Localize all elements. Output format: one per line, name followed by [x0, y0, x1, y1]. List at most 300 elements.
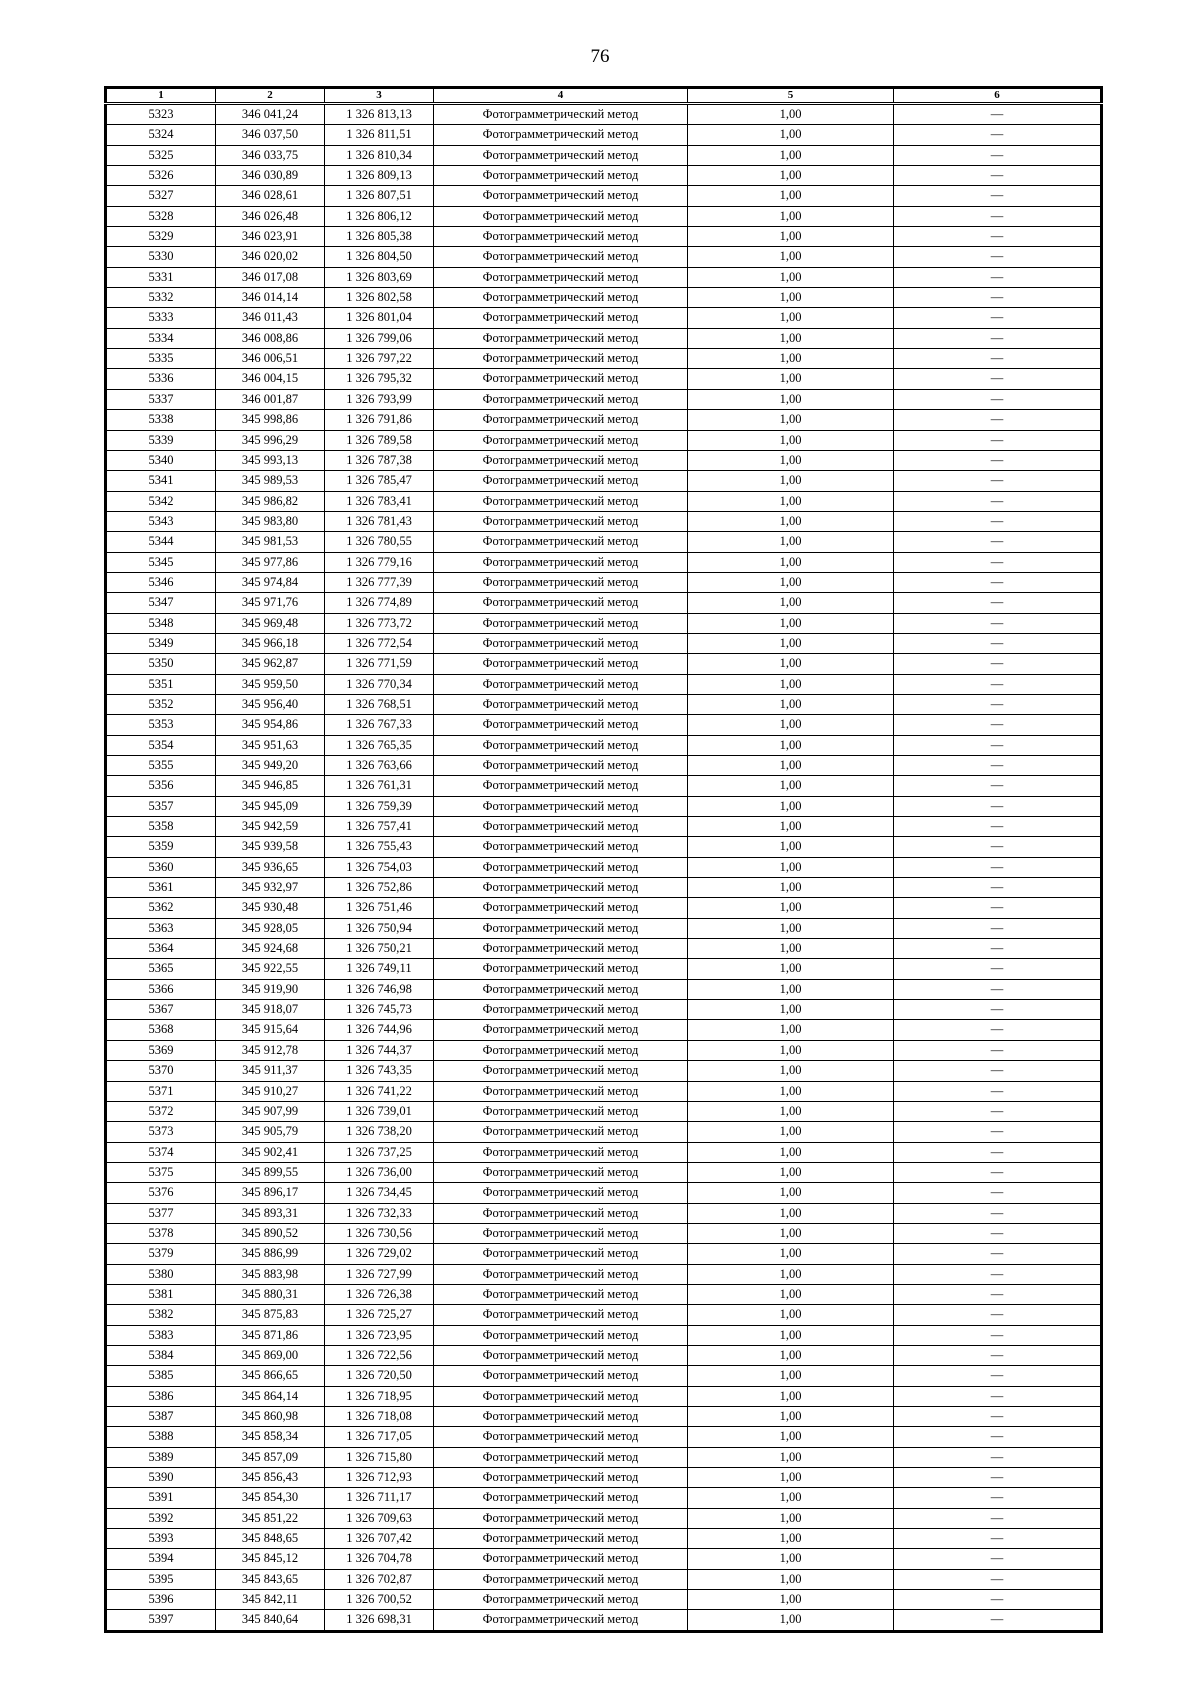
point-number-cell: 5372: [106, 1101, 216, 1121]
method-cell: Фотограмметрический метод: [434, 674, 688, 694]
x-coordinate-cell: 345 866,65: [216, 1366, 325, 1386]
y-coordinate-cell: 1 326 744,96: [325, 1020, 434, 1040]
table-row: [106, 1488, 1102, 1508]
x-coordinate-cell: 345 922,55: [216, 959, 325, 979]
accuracy-cell: 1,00: [688, 491, 894, 511]
table-row: [106, 776, 1102, 796]
point-number-cell: 5325: [106, 145, 216, 165]
point-number-cell: 5345: [106, 552, 216, 572]
note-cell: —: [894, 1284, 1102, 1304]
x-coordinate-cell: 345 915,64: [216, 1020, 325, 1040]
note-cell: —: [894, 1325, 1102, 1345]
y-coordinate-cell: 1 326 809,13: [325, 166, 434, 186]
method-cell: Фотограмметрический метод: [434, 227, 688, 247]
x-coordinate-cell: 345 936,65: [216, 857, 325, 877]
method-cell: Фотограмметрический метод: [434, 1468, 688, 1488]
y-coordinate-cell: 1 326 771,59: [325, 654, 434, 674]
table-row: [106, 267, 1102, 287]
method-cell: Фотограмметрический метод: [434, 837, 688, 857]
accuracy-cell: 1,00: [688, 1183, 894, 1203]
point-number-cell: 5328: [106, 206, 216, 226]
x-coordinate-cell: 345 883,98: [216, 1264, 325, 1284]
table-row: [106, 511, 1102, 531]
point-number-cell: 5349: [106, 633, 216, 653]
point-number-cell: 5361: [106, 878, 216, 898]
method-cell: Фотограмметрический метод: [434, 1345, 688, 1365]
y-coordinate-cell: 1 326 777,39: [325, 572, 434, 592]
method-cell: Фотограмметрический метод: [434, 1529, 688, 1549]
y-coordinate-cell: 1 326 707,42: [325, 1529, 434, 1549]
point-number-cell: 5397: [106, 1610, 216, 1631]
x-coordinate-cell: 345 902,41: [216, 1142, 325, 1162]
accuracy-cell: 1,00: [688, 410, 894, 430]
table-row: [106, 898, 1102, 918]
y-coordinate-cell: 1 326 759,39: [325, 796, 434, 816]
method-cell: Фотограмметрический метод: [434, 654, 688, 674]
point-number-cell: 5384: [106, 1345, 216, 1365]
point-number-cell: 5336: [106, 369, 216, 389]
x-coordinate-cell: 345 871,86: [216, 1325, 325, 1345]
point-number-cell: 5329: [106, 227, 216, 247]
y-coordinate-cell: 1 326 785,47: [325, 471, 434, 491]
method-cell: Фотограмметрический метод: [434, 471, 688, 491]
x-coordinate-cell: 345 989,53: [216, 471, 325, 491]
x-coordinate-cell: 345 860,98: [216, 1407, 325, 1427]
x-coordinate-cell: 346 006,51: [216, 349, 325, 369]
note-cell: —: [894, 1162, 1102, 1182]
accuracy-cell: 1,00: [688, 1468, 894, 1488]
y-coordinate-cell: 1 326 781,43: [325, 511, 434, 531]
y-coordinate-cell: 1 326 732,33: [325, 1203, 434, 1223]
method-cell: Фотограмметрический метод: [434, 389, 688, 409]
table-row: [106, 206, 1102, 226]
accuracy-cell: 1,00: [688, 1529, 894, 1549]
column-header: 3: [325, 88, 434, 104]
y-coordinate-cell: 1 326 797,22: [325, 349, 434, 369]
method-cell: Фотограмметрический метод: [434, 186, 688, 206]
method-cell: Фотограмметрический метод: [434, 1101, 688, 1121]
x-coordinate-cell: 345 851,22: [216, 1508, 325, 1528]
column-header: 1: [106, 88, 216, 104]
method-cell: Фотограмметрический метод: [434, 1325, 688, 1345]
point-number-cell: 5370: [106, 1061, 216, 1081]
x-coordinate-cell: 346 041,24: [216, 104, 325, 125]
point-number-cell: 5348: [106, 613, 216, 633]
x-coordinate-cell: 345 907,99: [216, 1101, 325, 1121]
accuracy-cell: 1,00: [688, 1366, 894, 1386]
y-coordinate-cell: 1 326 793,99: [325, 389, 434, 409]
x-coordinate-cell: 345 840,64: [216, 1610, 325, 1631]
y-coordinate-cell: 1 326 702,87: [325, 1569, 434, 1589]
table-row: [106, 1244, 1102, 1264]
point-number-cell: 5326: [106, 166, 216, 186]
method-cell: Фотограмметрический метод: [434, 1447, 688, 1467]
note-cell: —: [894, 694, 1102, 714]
y-coordinate-cell: 1 326 700,52: [325, 1590, 434, 1610]
y-coordinate-cell: 1 326 813,13: [325, 104, 434, 125]
point-number-cell: 5395: [106, 1569, 216, 1589]
note-cell: —: [894, 1101, 1102, 1121]
point-number-cell: 5394: [106, 1549, 216, 1569]
method-cell: Фотограмметрический метод: [434, 756, 688, 776]
y-coordinate-cell: 1 326 729,02: [325, 1244, 434, 1264]
x-coordinate-cell: 346 037,50: [216, 125, 325, 145]
note-cell: —: [894, 227, 1102, 247]
x-coordinate-cell: 346 030,89: [216, 166, 325, 186]
note-cell: —: [894, 1529, 1102, 1549]
x-coordinate-cell: 346 023,91: [216, 227, 325, 247]
method-cell: Фотограмметрический метод: [434, 450, 688, 470]
point-number-cell: 5350: [106, 654, 216, 674]
point-number-cell: 5330: [106, 247, 216, 267]
point-number-cell: 5387: [106, 1407, 216, 1427]
note-cell: —: [894, 410, 1102, 430]
accuracy-cell: 1,00: [688, 837, 894, 857]
y-coordinate-cell: 1 326 803,69: [325, 267, 434, 287]
point-number-cell: 5339: [106, 430, 216, 450]
table-row: [106, 1549, 1102, 1569]
accuracy-cell: 1,00: [688, 1122, 894, 1142]
y-coordinate-cell: 1 326 704,78: [325, 1549, 434, 1569]
method-cell: Фотограмметрический метод: [434, 796, 688, 816]
method-cell: Фотограмметрический метод: [434, 572, 688, 592]
note-cell: —: [894, 308, 1102, 328]
note-cell: —: [894, 511, 1102, 531]
table-row: [106, 1325, 1102, 1345]
table-row: [106, 552, 1102, 572]
y-coordinate-cell: 1 326 767,33: [325, 715, 434, 735]
x-coordinate-cell: 345 858,34: [216, 1427, 325, 1447]
y-coordinate-cell: 1 326 765,35: [325, 735, 434, 755]
accuracy-cell: 1,00: [688, 1101, 894, 1121]
y-coordinate-cell: 1 326 780,55: [325, 532, 434, 552]
note-cell: —: [894, 735, 1102, 755]
point-number-cell: 5393: [106, 1529, 216, 1549]
y-coordinate-cell: 1 326 770,34: [325, 674, 434, 694]
accuracy-cell: 1,00: [688, 1345, 894, 1365]
x-coordinate-cell: 345 977,86: [216, 552, 325, 572]
table-row: [106, 1345, 1102, 1365]
point-number-cell: 5323: [106, 104, 216, 125]
method-cell: Фотограмметрический метод: [434, 1162, 688, 1182]
method-cell: Фотограмметрический метод: [434, 1305, 688, 1325]
table-row: [106, 328, 1102, 348]
note-cell: —: [894, 186, 1102, 206]
note-cell: —: [894, 1223, 1102, 1243]
y-coordinate-cell: 1 326 722,56: [325, 1345, 434, 1365]
accuracy-cell: 1,00: [688, 1386, 894, 1406]
y-coordinate-cell: 1 326 802,58: [325, 288, 434, 308]
note-cell: —: [894, 104, 1102, 125]
table-row: [106, 1162, 1102, 1182]
y-coordinate-cell: 1 326 779,16: [325, 552, 434, 572]
point-number-cell: 5352: [106, 694, 216, 714]
accuracy-cell: 1,00: [688, 532, 894, 552]
y-coordinate-cell: 1 326 744,37: [325, 1040, 434, 1060]
x-coordinate-cell: 345 966,18: [216, 633, 325, 653]
table-row: [106, 389, 1102, 409]
accuracy-cell: 1,00: [688, 145, 894, 165]
x-coordinate-cell: 345 848,65: [216, 1529, 325, 1549]
column-header: 4: [434, 88, 688, 104]
table-row: [106, 1101, 1102, 1121]
note-cell: —: [894, 898, 1102, 918]
y-coordinate-cell: 1 326 787,38: [325, 450, 434, 470]
method-cell: Фотограмметрический метод: [434, 735, 688, 755]
method-cell: Фотограмметрический метод: [434, 125, 688, 145]
method-cell: Фотограмметрический метод: [434, 939, 688, 959]
note-cell: —: [894, 349, 1102, 369]
note-cell: —: [894, 1427, 1102, 1447]
accuracy-cell: 1,00: [688, 715, 894, 735]
y-coordinate-cell: 1 326 801,04: [325, 308, 434, 328]
y-coordinate-cell: 1 326 738,20: [325, 1122, 434, 1142]
table-row: [106, 1020, 1102, 1040]
note-cell: —: [894, 471, 1102, 491]
y-coordinate-cell: 1 326 810,34: [325, 145, 434, 165]
method-cell: Фотограмметрический метод: [434, 328, 688, 348]
accuracy-cell: 1,00: [688, 1244, 894, 1264]
table-row: [106, 410, 1102, 430]
point-number-cell: 5344: [106, 532, 216, 552]
point-number-cell: 5367: [106, 1000, 216, 1020]
note-cell: —: [894, 1488, 1102, 1508]
accuracy-cell: 1,00: [688, 288, 894, 308]
y-coordinate-cell: 1 326 749,11: [325, 959, 434, 979]
table-row: [106, 308, 1102, 328]
note-cell: —: [894, 552, 1102, 572]
y-coordinate-cell: 1 326 720,50: [325, 1366, 434, 1386]
accuracy-cell: 1,00: [688, 389, 894, 409]
note-cell: —: [894, 1142, 1102, 1162]
x-coordinate-cell: 345 912,78: [216, 1040, 325, 1060]
point-number-cell: 5380: [106, 1264, 216, 1284]
table-row: [106, 878, 1102, 898]
note-cell: —: [894, 674, 1102, 694]
note-cell: —: [894, 1366, 1102, 1386]
note-cell: —: [894, 1447, 1102, 1467]
y-coordinate-cell: 1 326 750,94: [325, 918, 434, 938]
x-coordinate-cell: 345 951,63: [216, 735, 325, 755]
method-cell: Фотограмметрический метод: [434, 1223, 688, 1243]
x-coordinate-cell: 345 924,68: [216, 939, 325, 959]
table-row: [106, 491, 1102, 511]
note-cell: —: [894, 939, 1102, 959]
note-cell: —: [894, 776, 1102, 796]
point-number-cell: 5343: [106, 511, 216, 531]
note-cell: —: [894, 1569, 1102, 1589]
method-cell: Фотограмметрический метод: [434, 694, 688, 714]
method-cell: Фотограмметрический метод: [434, 1386, 688, 1406]
point-number-cell: 5385: [106, 1366, 216, 1386]
y-coordinate-cell: 1 326 736,00: [325, 1162, 434, 1182]
note-cell: —: [894, 532, 1102, 552]
y-coordinate-cell: 1 326 709,63: [325, 1508, 434, 1528]
point-number-cell: 5366: [106, 979, 216, 999]
point-number-cell: 5347: [106, 593, 216, 613]
x-coordinate-cell: 346 026,48: [216, 206, 325, 226]
note-cell: —: [894, 837, 1102, 857]
table-row: [106, 1590, 1102, 1610]
table-row: [106, 288, 1102, 308]
note-cell: —: [894, 389, 1102, 409]
x-coordinate-cell: 345 893,31: [216, 1203, 325, 1223]
accuracy-cell: 1,00: [688, 1549, 894, 1569]
note-cell: —: [894, 1407, 1102, 1427]
x-coordinate-cell: 345 896,17: [216, 1183, 325, 1203]
method-cell: Фотограмметрический метод: [434, 145, 688, 165]
note-cell: —: [894, 1244, 1102, 1264]
point-number-cell: 5334: [106, 328, 216, 348]
point-number-cell: 5382: [106, 1305, 216, 1325]
point-number-cell: 5337: [106, 389, 216, 409]
point-number-cell: 5368: [106, 1020, 216, 1040]
table-row: [106, 613, 1102, 633]
point-number-cell: 5333: [106, 308, 216, 328]
note-cell: —: [894, 715, 1102, 735]
method-cell: Фотограмметрический метод: [434, 166, 688, 186]
note-cell: —: [894, 796, 1102, 816]
note-cell: —: [894, 1264, 1102, 1284]
table-row: [106, 572, 1102, 592]
point-number-cell: 5392: [106, 1508, 216, 1528]
method-cell: Фотограмметрический метод: [434, 288, 688, 308]
table-row: [106, 1000, 1102, 1020]
x-coordinate-cell: 345 956,40: [216, 694, 325, 714]
point-number-cell: 5332: [106, 288, 216, 308]
note-cell: —: [894, 857, 1102, 877]
table-row: [106, 227, 1102, 247]
method-cell: Фотограмметрический метод: [434, 1366, 688, 1386]
point-number-cell: 5364: [106, 939, 216, 959]
method-cell: Фотограмметрический метод: [434, 104, 688, 125]
table-row: [106, 918, 1102, 938]
point-number-cell: 5354: [106, 735, 216, 755]
accuracy-cell: 1,00: [688, 1081, 894, 1101]
table-row: [106, 959, 1102, 979]
note-cell: —: [894, 633, 1102, 653]
note-cell: —: [894, 959, 1102, 979]
table-row: [106, 837, 1102, 857]
table-row: [106, 125, 1102, 145]
table-row: [106, 1386, 1102, 1406]
note-cell: —: [894, 369, 1102, 389]
point-number-cell: 5396: [106, 1590, 216, 1610]
y-coordinate-cell: 1 326 799,06: [325, 328, 434, 348]
table-row: [106, 1610, 1102, 1631]
method-cell: Фотограмметрический метод: [434, 267, 688, 287]
y-coordinate-cell: 1 326 795,32: [325, 369, 434, 389]
column-header: 6: [894, 88, 1102, 104]
method-cell: Фотограмметрический метод: [434, 878, 688, 898]
point-number-cell: 5369: [106, 1040, 216, 1060]
y-coordinate-cell: 1 326 741,22: [325, 1081, 434, 1101]
accuracy-cell: 1,00: [688, 1610, 894, 1631]
column-header: 5: [688, 88, 894, 104]
y-coordinate-cell: 1 326 768,51: [325, 694, 434, 714]
point-number-cell: 5355: [106, 756, 216, 776]
table-row: [106, 694, 1102, 714]
method-cell: Фотограмметрический метод: [434, 1427, 688, 1447]
x-coordinate-cell: 345 857,09: [216, 1447, 325, 1467]
note-cell: —: [894, 1345, 1102, 1365]
point-number-cell: 5324: [106, 125, 216, 145]
table-row: [106, 735, 1102, 755]
y-coordinate-cell: 1 326 806,12: [325, 206, 434, 226]
point-number-cell: 5378: [106, 1223, 216, 1243]
y-coordinate-cell: 1 326 717,05: [325, 1427, 434, 1447]
accuracy-cell: 1,00: [688, 471, 894, 491]
method-cell: Фотограмметрический метод: [434, 308, 688, 328]
note-cell: —: [894, 430, 1102, 450]
x-coordinate-cell: 345 845,12: [216, 1549, 325, 1569]
y-coordinate-cell: 1 326 726,38: [325, 1284, 434, 1304]
table-row: [106, 1427, 1102, 1447]
accuracy-cell: 1,00: [688, 694, 894, 714]
accuracy-cell: 1,00: [688, 1223, 894, 1243]
y-coordinate-cell: 1 326 807,51: [325, 186, 434, 206]
x-coordinate-cell: 346 004,15: [216, 369, 325, 389]
accuracy-cell: 1,00: [688, 1264, 894, 1284]
method-cell: Фотограмметрический метод: [434, 1549, 688, 1569]
point-number-cell: 5375: [106, 1162, 216, 1182]
y-coordinate-cell: 1 326 715,80: [325, 1447, 434, 1467]
method-cell: Фотограмметрический метод: [434, 1244, 688, 1264]
table-row: [106, 1081, 1102, 1101]
method-cell: Фотограмметрический метод: [434, 410, 688, 430]
table-row: [106, 939, 1102, 959]
x-coordinate-cell: 345 843,65: [216, 1569, 325, 1589]
coordinates-table: [104, 86, 1103, 1633]
x-coordinate-cell: 345 911,37: [216, 1061, 325, 1081]
method-cell: Фотограмметрический метод: [434, 979, 688, 999]
table-row: [106, 166, 1102, 186]
point-number-cell: 5362: [106, 898, 216, 918]
y-coordinate-cell: 1 326 751,46: [325, 898, 434, 918]
accuracy-cell: 1,00: [688, 369, 894, 389]
y-coordinate-cell: 1 326 791,86: [325, 410, 434, 430]
note-cell: —: [894, 450, 1102, 470]
x-coordinate-cell: 346 014,14: [216, 288, 325, 308]
method-cell: Фотограмметрический метод: [434, 1061, 688, 1081]
x-coordinate-cell: 345 996,29: [216, 430, 325, 450]
accuracy-cell: 1,00: [688, 186, 894, 206]
y-coordinate-cell: 1 326 754,03: [325, 857, 434, 877]
note-cell: —: [894, 267, 1102, 287]
x-coordinate-cell: 345 886,99: [216, 1244, 325, 1264]
x-coordinate-cell: 345 854,30: [216, 1488, 325, 1508]
x-coordinate-cell: 346 011,43: [216, 308, 325, 328]
note-cell: —: [894, 1000, 1102, 1020]
y-coordinate-cell: 1 326 727,99: [325, 1264, 434, 1284]
accuracy-cell: 1,00: [688, 1305, 894, 1325]
x-coordinate-cell: 345 928,05: [216, 918, 325, 938]
point-number-cell: 5391: [106, 1488, 216, 1508]
accuracy-cell: 1,00: [688, 1508, 894, 1528]
method-cell: Фотограмметрический метод: [434, 1569, 688, 1589]
point-number-cell: 5351: [106, 674, 216, 694]
note-cell: —: [894, 1061, 1102, 1081]
note-cell: —: [894, 979, 1102, 999]
x-coordinate-cell: 345 971,76: [216, 593, 325, 613]
y-coordinate-cell: 1 326 734,45: [325, 1183, 434, 1203]
x-coordinate-cell: 346 033,75: [216, 145, 325, 165]
point-number-cell: 5358: [106, 817, 216, 837]
method-cell: Фотограмметрический метод: [434, 511, 688, 531]
table-row: [106, 1122, 1102, 1142]
x-coordinate-cell: 345 959,50: [216, 674, 325, 694]
table-body: [106, 104, 1102, 1632]
